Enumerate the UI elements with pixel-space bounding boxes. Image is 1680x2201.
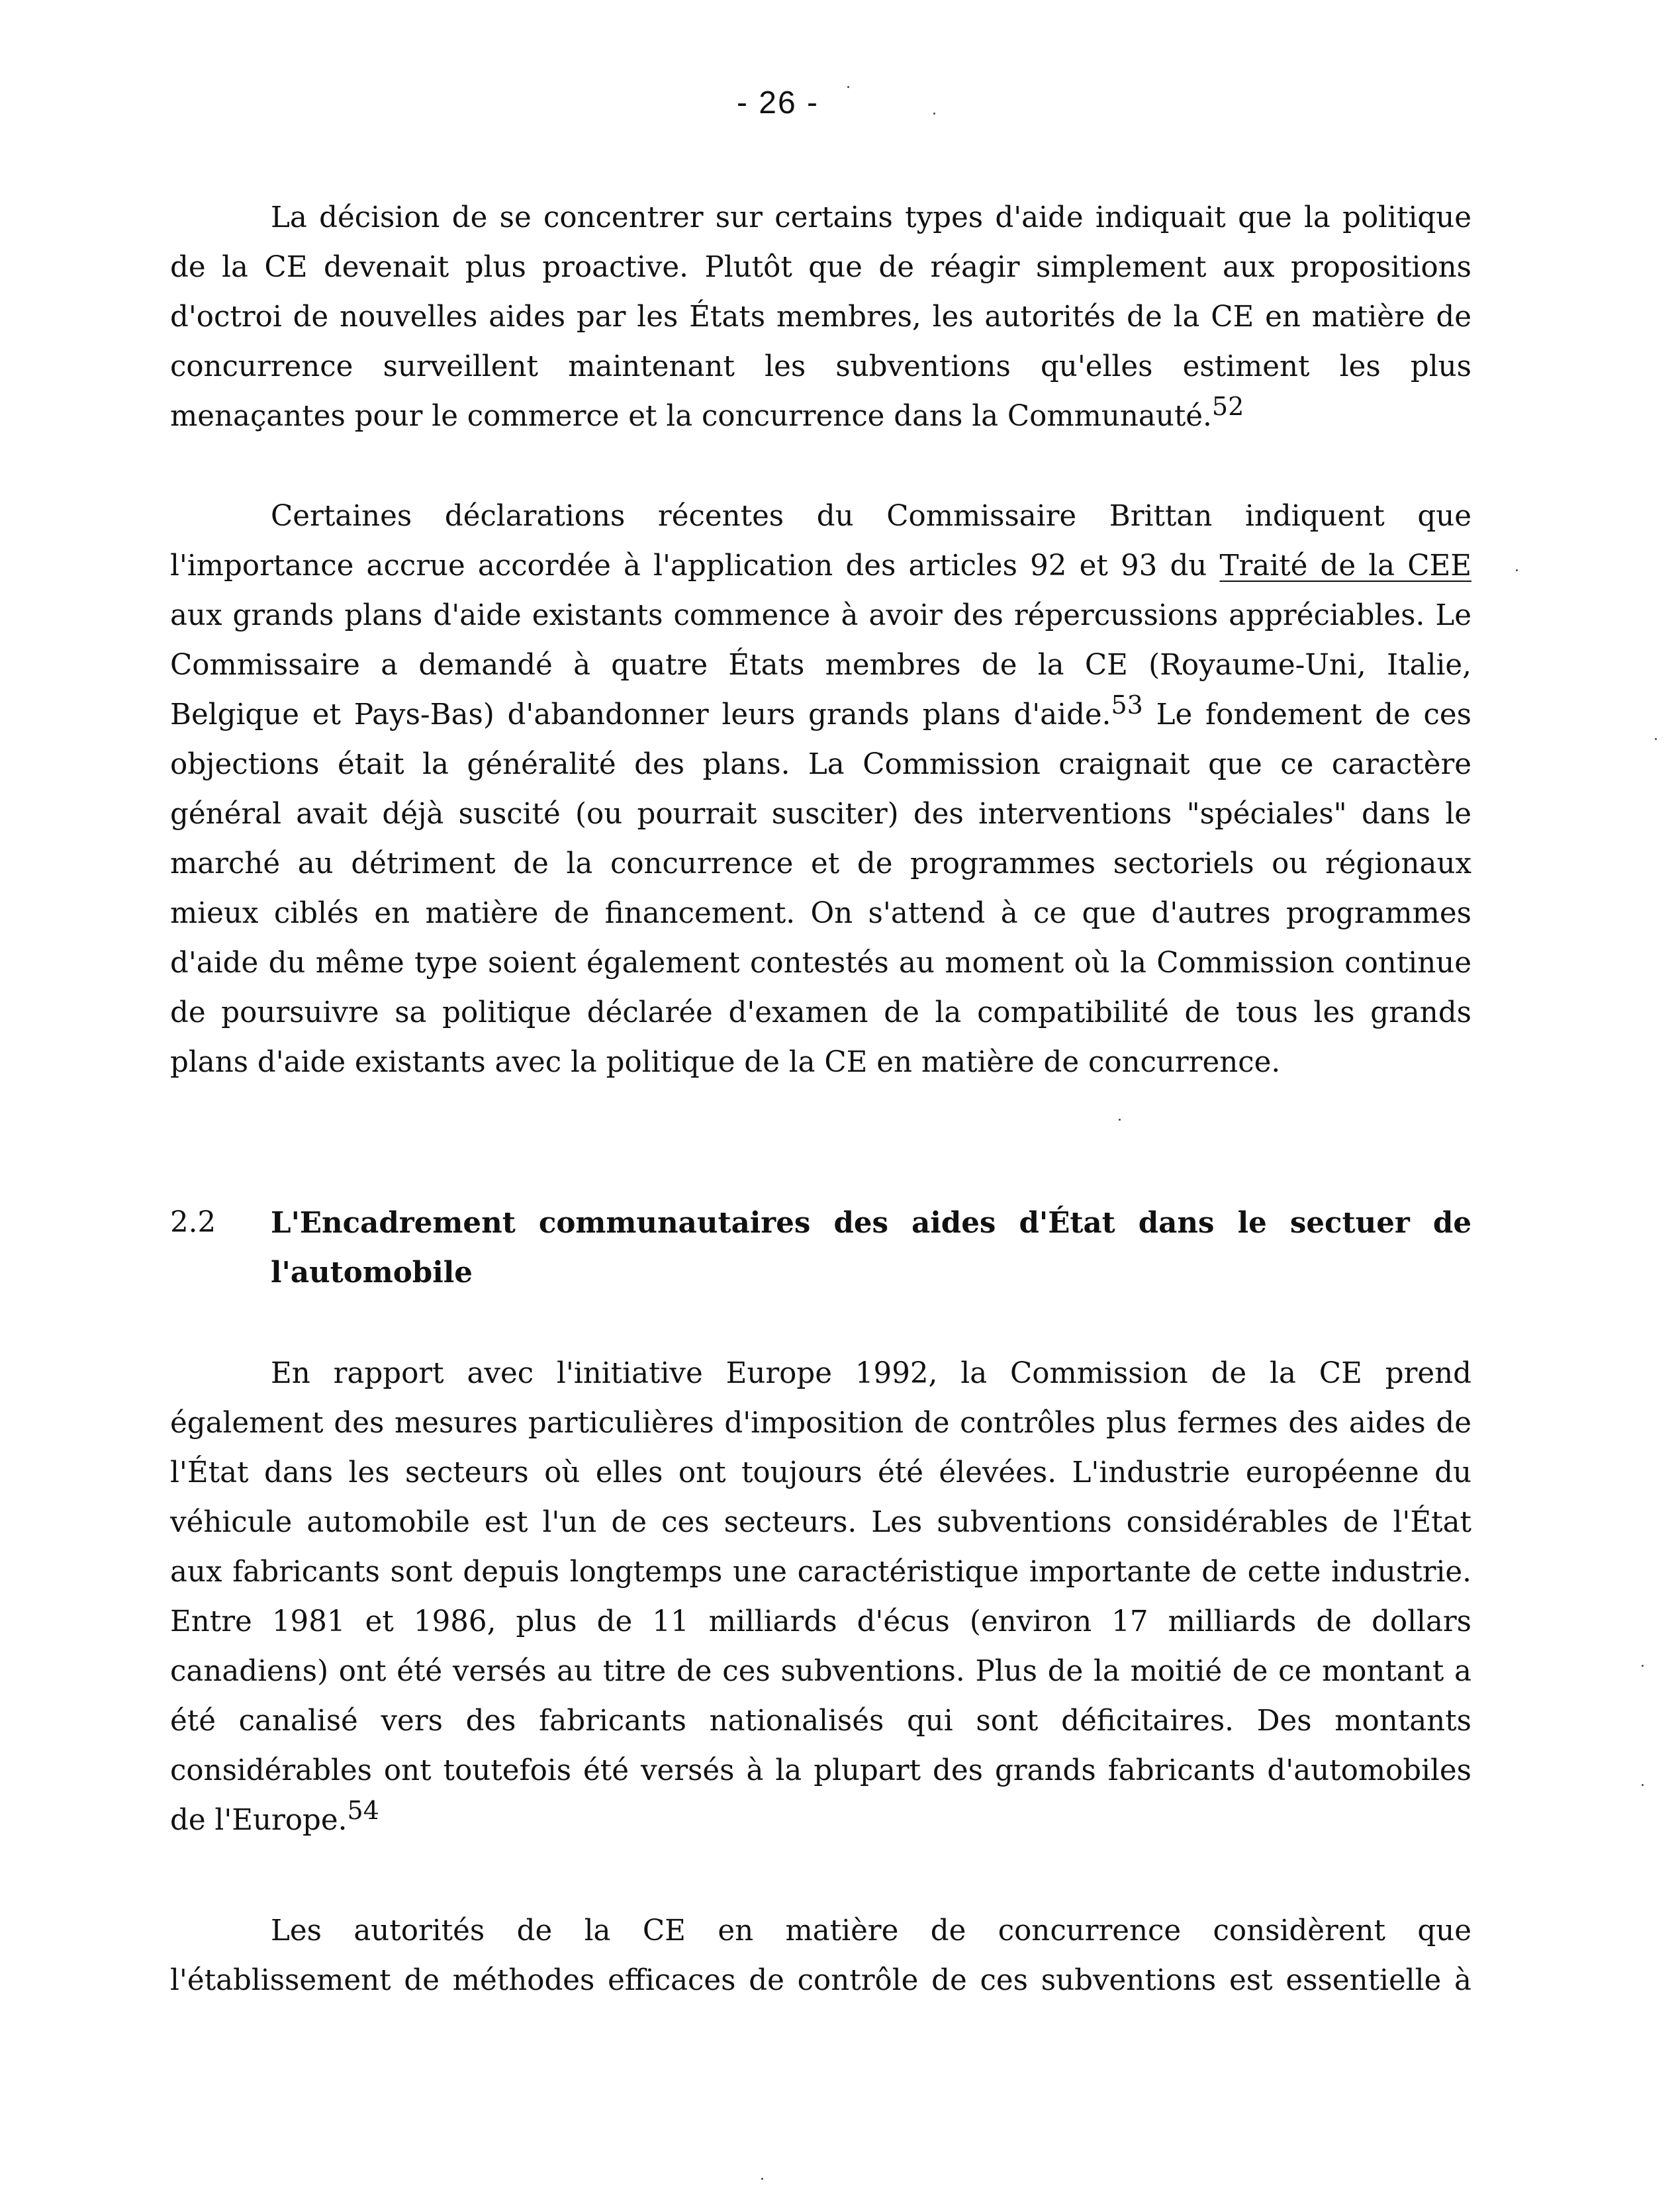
paragraph-1 bbox=[170, 193, 1471, 442]
treaty-reference: Traité de la CEE bbox=[1219, 549, 1471, 583]
section-heading bbox=[170, 1198, 1471, 1297]
footnote-ref-53: 53 bbox=[1111, 690, 1143, 720]
scan-speck bbox=[933, 113, 935, 115]
scan-speck bbox=[1642, 1784, 1644, 1786]
paragraph-3 bbox=[170, 1349, 1471, 1846]
section-number: 2.2 bbox=[170, 1206, 216, 1239]
scan-speck bbox=[1642, 1665, 1644, 1667]
scan-speck bbox=[1655, 738, 1657, 740]
scan-speck bbox=[1119, 1119, 1121, 1121]
paragraph-2-text-c: Le fondement de ces objections était la généralité des plans. La Commission craignait que ce caractère général avait déjà suscité (ou pourrait susciter) des interventions "spéciales" dans le marché au détriment de la concurrence et de programmes sectoriels ou régionaux mieux ciblés en matière de financement. On s'attend à ce que d'autres programmes d'aide du même type soient également contestés au moment où la Commission continue de poursuivre sa politique déclarée d'examen de la compatibilité de tous les grands plans d'aide existants avec la politique de la CE en matière de concurrence. bbox=[170, 698, 1471, 1079]
paragraph-2 bbox=[170, 492, 1471, 1088]
footnote-ref-52: 52 bbox=[1211, 392, 1244, 421]
page-number: - 26 - bbox=[736, 85, 819, 120]
paragraph-1-text: La décision de se concentrer sur certains types d'aide indiquait que la politique de la CE devenait plus proactive. Plutôt que de réagir simplement aux propositions d'octroi de nouvelles aides par les États membres, les autorités de la CE en matière de concurrence surveillent maintenant les subventions qu'elles estiment les plus menaçantes pour le commerce et la concurrence dans la Communauté. bbox=[170, 201, 1471, 433]
scan-speck bbox=[1516, 569, 1518, 571]
footnote-ref-54: 54 bbox=[347, 1796, 379, 1825]
scan-speck bbox=[761, 2178, 763, 2180]
paragraph-4 bbox=[170, 1906, 1471, 2006]
paragraph-4-text: Les autorités de la CE en matière de concurrence considèrent que l'établissement de méthodes efficaces de contrôle de ces subventions est essentielle à bbox=[170, 1914, 1471, 1997]
section-title: L'Encadrement communautaires des aides d'État dans le sectuer de l'automobile bbox=[271, 1206, 1471, 1289]
paragraph-3-text: En rapport avec l'initiative Europe 1992, la Commission de la CE prend également des mesures particulières d'imposition de contrôles plus fermes des aides de l'État dans les secteurs où elles ont toujours été élevées. L'industrie européenne du véhicule automobile est l'un de ces secteurs. Les subventions considérables de l'État aux fabricants sont depuis longtemps une caractéristique importante de cette industrie. Entre 1981 et 1986, plus de 11 milliards d'écus (environ 17 milliards de dollars canadiens) ont été versés au titre de ces subventions. Plus de la moitié de ce montant a été canalisé vers des fabricants nationalisés qui sont déficitaires. Des montants considérables ont toutefois été versés à la plupart des grands fabricants d'automobiles de l'Europe. bbox=[170, 1357, 1471, 1837]
paragraph-2-text-b: aux grands plans d'aide existants commence à avoir des répercussions appréciables. Le Commissaire a demandé à quatre États membres de la CE (Royaume-Uni, Italie, Belgique et Pays-Bas) d'abandonner leurs grands plans d'aide. bbox=[170, 599, 1471, 731]
scan-speck bbox=[847, 86, 849, 88]
paragraph-2-text-a: Certaines déclarations récentes du Commissaire Brittan indiquent que l'importance accrue accordée à l'application des articles 92 et 93 du bbox=[170, 500, 1471, 583]
